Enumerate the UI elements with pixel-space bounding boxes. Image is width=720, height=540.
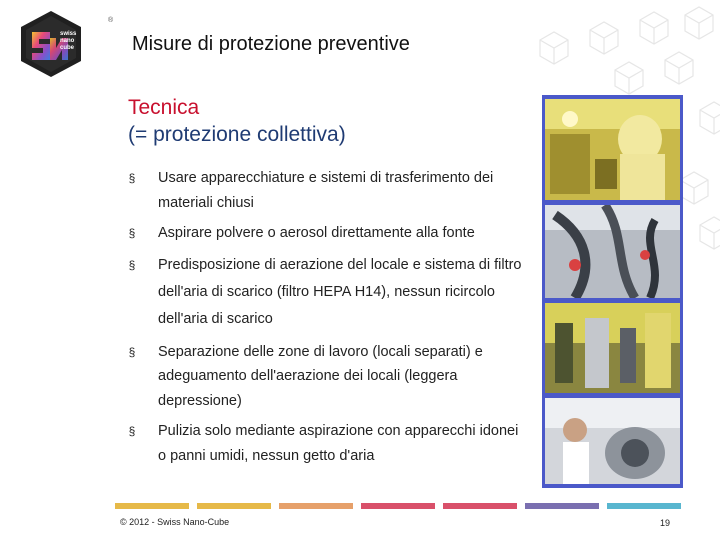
footer-color-bars xyxy=(115,503,683,509)
footer-bar xyxy=(525,503,599,509)
square-bullet-icon: § xyxy=(128,171,136,185)
bullet-text: Pulizia solo mediante aspirazione con apparecchi idonei o panni umidi, nessun getto d'aria xyxy=(158,423,519,464)
bullet-text: Usare apparecchiature e sistemi di trasferimento dei materiali chiusi xyxy=(158,170,494,211)
square-bullet-icon: § xyxy=(128,424,136,438)
footer-bar xyxy=(361,503,435,509)
bullet-text: Aspirare polvere o aerosol direttamente alla fonte xyxy=(158,225,475,241)
logo-line-swiss: swiss xyxy=(60,31,77,37)
footer-bar xyxy=(443,503,517,509)
logo-line-nano: nano xyxy=(60,38,75,44)
ventilation-ducts-photo xyxy=(545,205,680,298)
section-title-rest: (= protezione collettiva) xyxy=(128,123,346,146)
list-item xyxy=(120,340,525,414)
list-item xyxy=(120,252,525,333)
copyright-text: © 2012 - Swiss Nano-Cube xyxy=(120,517,230,527)
footer-bar xyxy=(279,503,353,509)
cleanroom-photo xyxy=(545,99,680,200)
photo-column xyxy=(542,95,683,488)
section-title xyxy=(128,94,346,148)
swiss-nano-cube-logo xyxy=(20,10,82,78)
bullet-text: Separazione delle zone di lavoro (locali separati) e adeguamento dell'aerazione dei locali (leggera depressione) xyxy=(158,343,483,409)
section-title-accent: Tecnica xyxy=(128,96,200,119)
bullet-text: Predisposizione di aerazione del locale e sistema di filtro dell'aria di scarico (filtro HEPA H14), nessun ricircolo dell'aria di scarico xyxy=(158,256,522,327)
footer-bar xyxy=(607,503,681,509)
page-number: 19 xyxy=(660,518,671,528)
laboratory-equipment-photo xyxy=(545,303,680,393)
square-bullet-icon: § xyxy=(128,257,136,272)
researcher-at-glovebox-photo xyxy=(545,398,680,484)
list-item xyxy=(120,166,525,215)
logo-line-cube: cube xyxy=(60,45,75,51)
page-title: Misure di protezione preventive xyxy=(132,33,410,55)
list-item xyxy=(120,419,525,468)
footer-bar xyxy=(115,503,189,509)
square-bullet-icon: § xyxy=(128,226,136,240)
list-item xyxy=(120,221,525,246)
square-bullet-icon: § xyxy=(128,344,136,359)
footer-bar xyxy=(197,503,271,509)
bullet-list xyxy=(120,166,525,468)
registered-mark: ® xyxy=(108,17,114,24)
